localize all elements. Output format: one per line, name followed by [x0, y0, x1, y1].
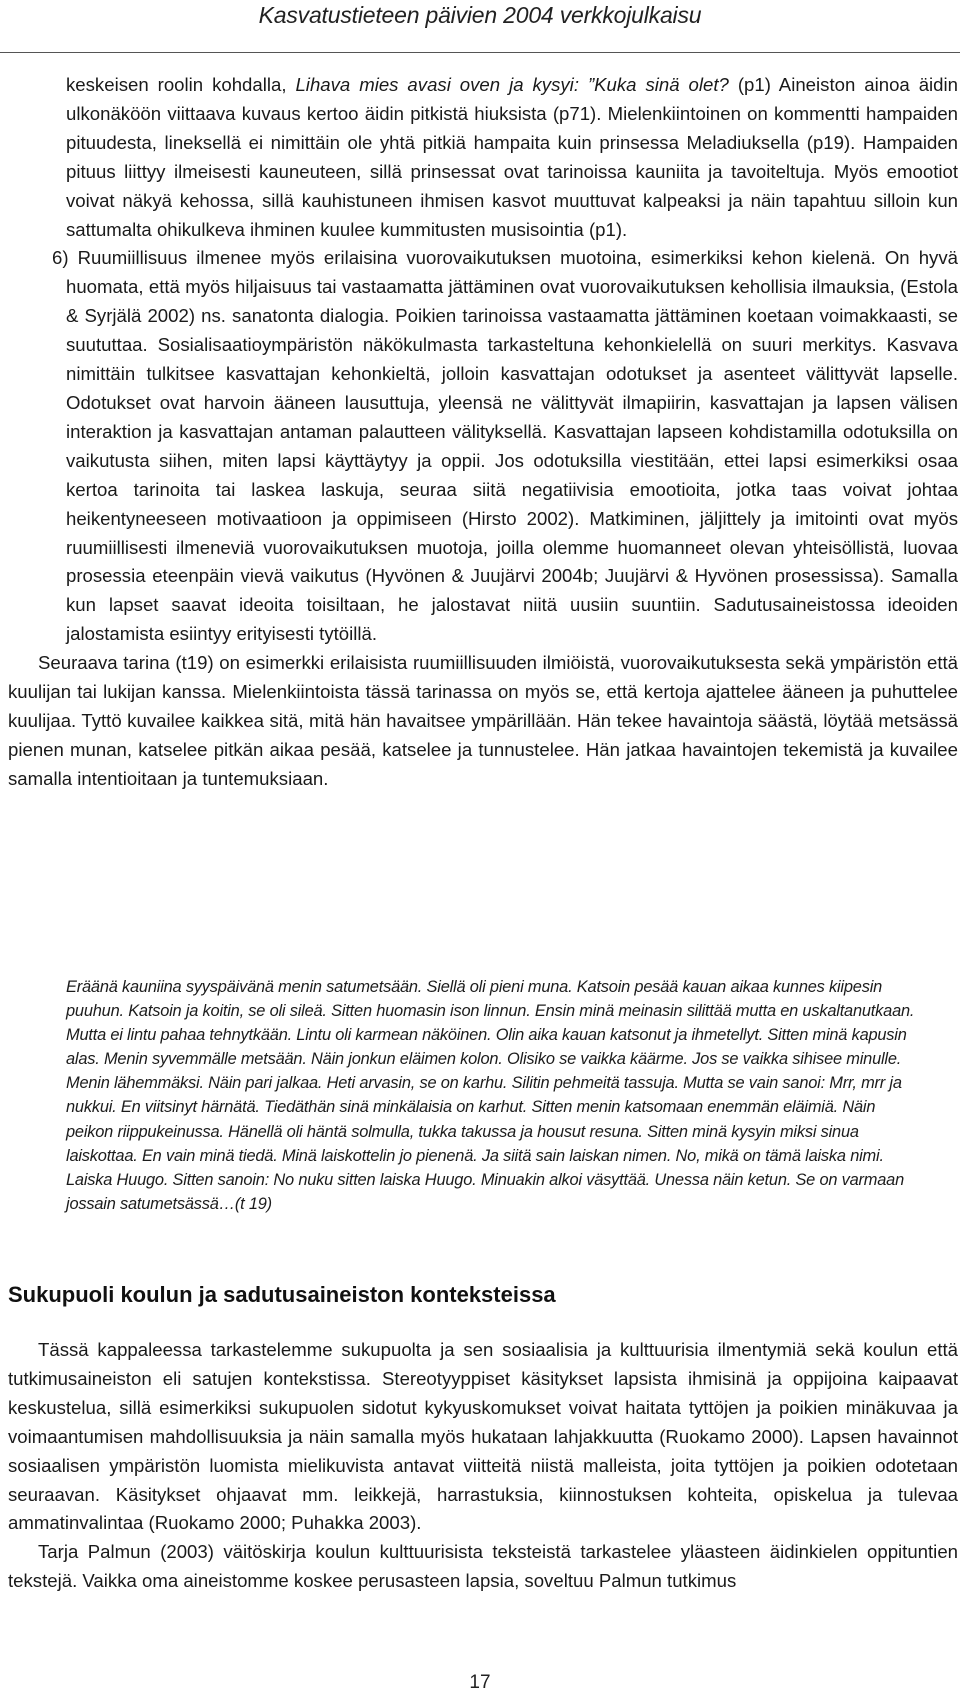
paragraph-story-intro: Seuraava tarina (t19) on esimerkki erilaisista ruumiillisuuden ilmiöistä, vuorovaikutuksesta sekä ympäristön että kuulijan tai lukijan kanssa. Mielenkiintoista tässä tarinassa on myös se, että kertoja ajattelee ääneen ja puhuttelee kuulijaa. Tyttö kuvailee kaikkea sitä, mitä hän havaitsee ympärillään. Hän tekee havaintoja säästä, löytää metsässä pienen munan, katselee pitkän aikaa pesää, katselee ja tunnustelee. Hän jatkaa havaintojen tekemistä ja kuvailee samalla intentioitaan ja tuntemuksiaan.: [8, 652, 958, 789]
section-text-block: [8, 1336, 958, 1596]
top-text-block: [8, 71, 958, 794]
text-run: keskeisen roolin kohdalla,: [66, 74, 296, 95]
running-header: Kasvatustieteen päivien 2004 verkkojulkaisu: [258, 2, 702, 28]
story-quote: Eräänä kauniina syyspäivänä menin satumetsään. Siellä oli pieni muna. Katsoin pesää kauan aikaa kunnes kiipesin puuhun. Katsoin ja koitin, se oli sileä. Sitten huomasin ison linnun. Ensin minä meinasin silittää mutta en uskaltanutkaan. Mutta ei lintu pahaa tehnytkään. Lintu oli karmean näköinen. Olin aika kauan katsonut ja ihmetellyt. Sitten minä kapusin alas. Menin syvemmälle metsään. Näin jonkun eläimen kolon. Olisiko se vaikka käärme. Jos se vaikka sihisee minulle. Menin lähemmäksi. Näin pari jalkaa. Heti arvasin, se on karhu. Silitin pehmeitä tassuja. Mutta se vain sanoi: Mrr, mrr ja nukkui. En viitsinyt härnätä. Tiedäthän sinä minkälaisia on karhut. Sitten menin katsomaan enemmän eläimiä. Näin peikon riippukeinussa. Hänellä oli häntä solmulla, tukka takussa ja housut resuna. Sitten minä kysyin miksi sinua laiskottaa. En vain minä tiedä. Minä laiskottelin jo pienenä. Ja siitä sain laiskan nimen. No, mikä on tämä laiska nimi. Laiska Huugo. Sitten sanoin: No nuku sitten laiska Huugo. Minuakin alkoi väsyttää. Unessa näin ketun. Se on varmaan jossain satumetsässä…(t 19): [66, 978, 915, 1213]
section-heading: Sukupuoli koulun ja sadutusaineiston konteksteissa: [8, 1282, 556, 1307]
header-rule: [0, 52, 960, 53]
numbered-paragraph-6: 6) Ruumiillisuus ilmenee myös erilaisina vuorovaikutuksen muotoina, esimerkiksi kehon kielenä. On hyvä huomata, että myös hiljaisuus tai vastaamatta jättäminen ovat vuorovaikutuksen kehollisia ilmauksia, (Estola & Syrjälä 2002) ns. sanatonta dialogia. Poikien tarinoissa vastaamatta jättäminen koetaan voimakkaasti, se suututtaa. Sosialisaatioympäristön näkökulmasta tarkasteltuna kehonkielellä on suuri merkitys. Kasvava nimittäin tulkitsee kasvattajan kehonkieltä, jolloin kasvattajan odotukset ja asenteet välittyvät lapselle. Odotukset ovat harvoin ääneen lausuttuja, yleensä ne välittyvät ilmapiirin, kasvattajan ja lapsen välisen interaktion ja kasvattajan antaman palautteen välityksellä. Kasvattajan lapseen kohdistamilla odotuksilla on vaikutusta siihen, miten lapsi käyttäytyy ja oppii. Jos odotuksilla viestitään, ettei lapsi esimerkiksi osaa kertoa tarinoita tai laskea laskuja, seuraa siitä negatiivisia emootioita, jotka taas voivat johtaa heikentyneeseen motivaatioon ja oppimiseen (Hirsto 2002). Matkiminen, jäljittely ja imitointi ovat myös ruumiillisesti ilmeneviä vuorovaikutuksen muotoja, joilla olemme huomanneet olevan yhteisöllistä, luovaa prosessia eteenpäin vievä vaikutus (Hyvönen & Juujärvi 2004b; Juujärvi & Hyvönen prosessissa). Samalla kun lapset saavat ideoita toisiltaan, he jalostavat niitä uusiin suuntiin. Sadutusaineistossa ideoiden jalostamista esiintyy erityisesti tytöillä.: [52, 247, 958, 645]
text-run: (p1) Aineiston ainoa äidin ulkonäköön viittaava kuvaus kertoo äidin pitkistä hiuksista (p71). Mielenkiintoinen on kommentti hampaiden pituudesta, lineksellä ei nimittäin ole yhtä pitkiä hampaita kuin prinsessa Meladiuksella (p19). Hampaiden pituus liittyy ilmeisesti kauneuteen, sillä prinsessat ovat tarinoissa kauniita ja tavoiteltuja. Myös emootiot voivat näkyä kehossa, sillä kauhistuneen ihmisen kasvot muuttuvat kalpeaksi ja näin tapahtuu silloin kun sattumalta ohikulkeva ihminen kuulee kummitusten musisointia (p1).: [66, 74, 958, 240]
italic-quote-run: Lihava mies avasi oven ja kysyi: ”Kuka sinä olet?: [295, 74, 729, 95]
paragraph-continuation: [8, 71, 958, 244]
page-number: 17: [469, 1672, 491, 1693]
section-paragraph-2: Tarja Palmun (2003) väitöskirja koulun kulttuurisista teksteistä tarkastelee yläasteen äidinkielen oppituntien tekstejä. Vaikka oma aineistomme koskee perusasteen lapsia, soveltuu Palmun tutkimus: [8, 1541, 958, 1592]
section-paragraph-1: Tässä kappaleessa tarkastelemme sukupuolta ja sen sosiaalisia ja kulttuurisia ilmentymiä sekä koulun että tutkimusaineiston eli satujen kontekstissa. Stereotyyppiset käsitykset lapsista ihmisinä ja oppijoina kaipaavat keskustelua, sillä esimerkiksi sukupuolen sidotut kykyuskomukset voivat haitata tyttöjen ja poikien minäkuvaa ja voimaantumisen mahdollisuuksia ja näin samalla myös hukataan lahjakkuutta (Ruokamo 2000). Lapsen havainnot sosiaalisen ympäristön luomista mielikuvista antavat viitteitä niistä malleista, joita tyttöjen ja poikien odotetaan seuraavan. Käsitykset ohjaavat mm. leikkejä, harrastuksia, kiinnostuksen kohteita, opiskelua ja tulevaa ammatinvalintaa (Ruokamo 2000; Puhakka 2003).: [8, 1339, 958, 1534]
